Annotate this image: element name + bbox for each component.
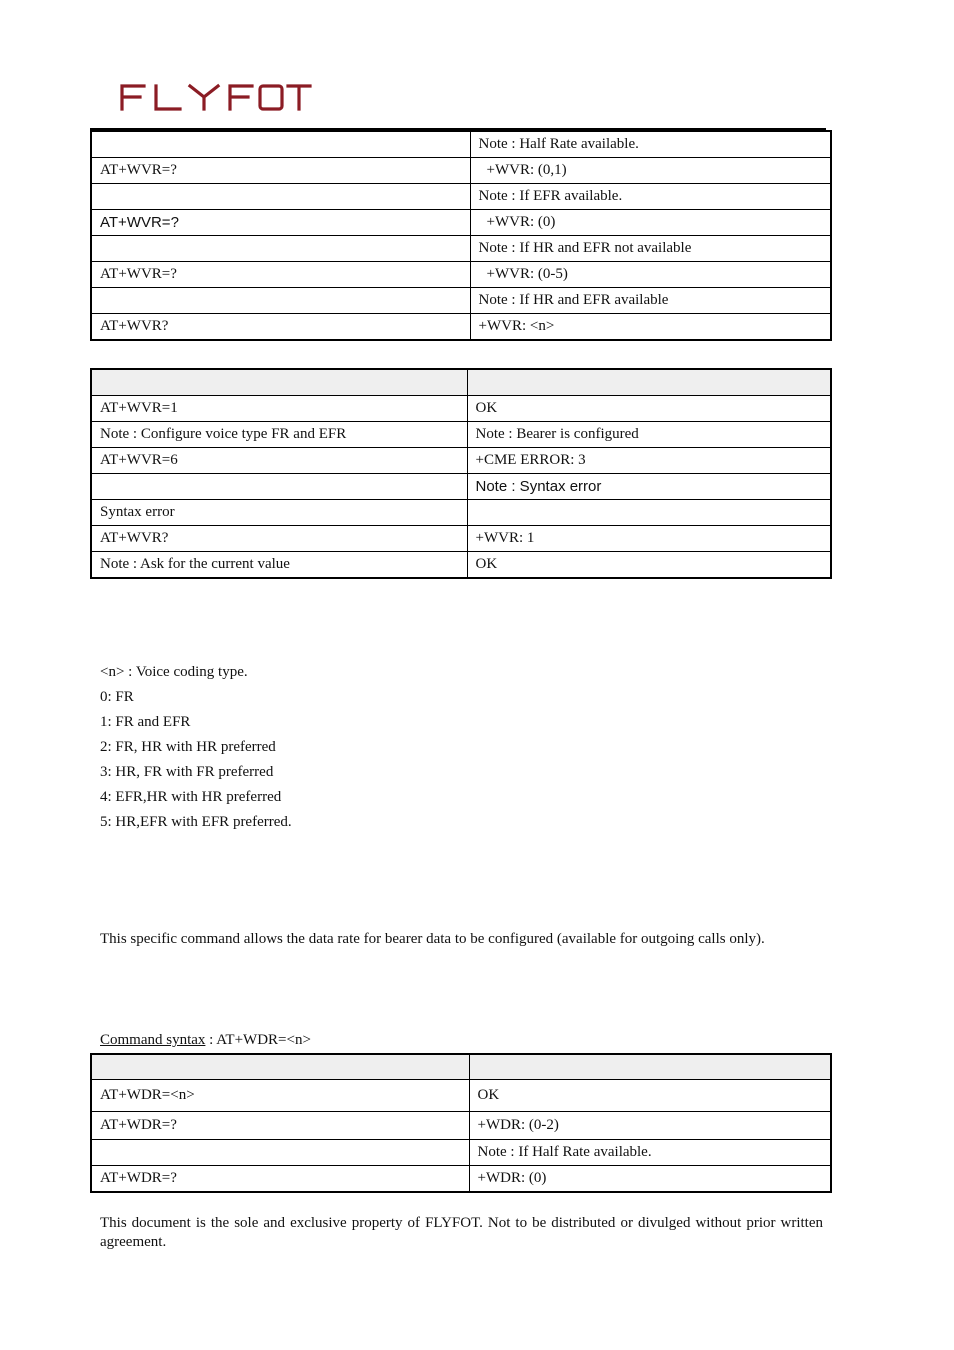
syntax-value: : AT+WDR=<n> — [205, 1032, 311, 1048]
header-cell — [467, 369, 831, 396]
wdr-syntax-table — [90, 1053, 832, 1193]
response-cell: +WVR: 1 — [467, 526, 831, 552]
table-row — [91, 1112, 831, 1140]
response-cell: Note : If Half Rate available. — [469, 1140, 831, 1166]
parameter-item: 2: FR, HR with HR preferred — [100, 739, 276, 755]
response-cell — [467, 500, 831, 526]
parameter-item: <n> : Voice coding type. — [100, 664, 248, 680]
response-cell: +WVR: (0) — [470, 210, 831, 236]
table-header-row — [91, 369, 831, 396]
wvr-test-table — [90, 130, 832, 341]
parameter-item: 1: FR and EFR — [100, 714, 191, 730]
table-row — [91, 448, 831, 474]
table-row — [91, 474, 831, 500]
header-cell — [91, 1054, 469, 1080]
table-row — [91, 1140, 831, 1166]
header-cell — [469, 1054, 831, 1080]
command-cell — [91, 474, 467, 500]
command-cell: AT+WVR=? — [91, 262, 470, 288]
table-row — [91, 314, 831, 341]
response-cell: Note : Half Rate available. — [470, 131, 831, 158]
table-row — [91, 552, 831, 579]
response-cell: OK — [469, 1080, 831, 1112]
response-cell: +WDR: (0) — [469, 1166, 831, 1193]
command-cell — [91, 236, 470, 262]
parameter-item: 3: HR, FR with FR preferred — [100, 764, 274, 780]
command-cell: AT+WVR=6 — [91, 448, 467, 474]
response-cell: Note : Bearer is configured — [467, 422, 831, 448]
response-cell: Note : Syntax error — [467, 474, 831, 500]
table-row — [91, 500, 831, 526]
response-cell: Note : If HR and EFR available — [470, 288, 831, 314]
wvr-example-table — [90, 368, 832, 579]
response-cell: +WVR: (0,1) — [470, 158, 831, 184]
table-row — [91, 158, 831, 184]
command-description: This specific command allows the data rate for bearer data to be configured (available for outgoing calls only). — [100, 931, 765, 947]
command-syntax — [100, 1028, 788, 1053]
header-cell — [91, 369, 467, 396]
command-cell — [91, 288, 470, 314]
command-cell: AT+WVR? — [91, 314, 470, 341]
table-row — [91, 422, 831, 448]
parameter-item: 4: EFR,HR with HR preferred — [100, 789, 282, 805]
response-cell: +WVR: (0-5) — [470, 262, 831, 288]
command-cell — [91, 1140, 469, 1166]
response-cell: OK — [467, 396, 831, 422]
table-row — [91, 262, 831, 288]
response-cell: Note : If HR and EFR not available — [470, 236, 831, 262]
response-cell: OK — [467, 552, 831, 579]
table-row — [91, 1166, 831, 1193]
response-cell: +WDR: (0-2) — [469, 1112, 831, 1140]
table-row — [91, 131, 831, 158]
table-row — [91, 184, 831, 210]
table-row — [91, 396, 831, 422]
table-row — [91, 526, 831, 552]
footer-notice: This document is the sole and exclusive property of FLYFOT. Not to be distributed or divulged without prior written agreement. — [100, 1215, 823, 1250]
table-row — [91, 288, 831, 314]
command-cell: Note : Ask for the current value — [91, 552, 467, 579]
command-cell: AT+WDR=? — [91, 1166, 469, 1193]
parameter-item: 5: HR,EFR with EFR preferred. — [100, 814, 292, 830]
table-header-row — [91, 1054, 831, 1080]
command-cell: AT+WVR=1 — [91, 396, 467, 422]
syntax-label: Command syntax — [100, 1032, 206, 1048]
command-cell: Syntax error — [91, 500, 467, 526]
table-row — [91, 1080, 831, 1112]
response-cell: +CME ERROR: 3 — [467, 448, 831, 474]
command-cell: AT+WVR=? — [91, 158, 470, 184]
parameter-list — [100, 660, 292, 835]
flyfot-logo — [118, 82, 312, 112]
table-row — [91, 236, 831, 262]
table-row — [91, 210, 831, 236]
command-cell: AT+WDR=<n> — [91, 1080, 469, 1112]
command-cell: AT+WDR=? — [91, 1112, 469, 1140]
command-cell: Note : Configure voice type FR and EFR — [91, 422, 467, 448]
response-cell: +WVR: <n> — [470, 314, 831, 341]
response-cell: Note : If EFR available. — [470, 184, 831, 210]
command-cell — [91, 131, 470, 158]
command-cell — [91, 184, 470, 210]
command-cell: AT+WVR=? — [91, 210, 470, 236]
parameter-item: 0: FR — [100, 689, 134, 705]
command-cell: AT+WVR? — [91, 526, 467, 552]
